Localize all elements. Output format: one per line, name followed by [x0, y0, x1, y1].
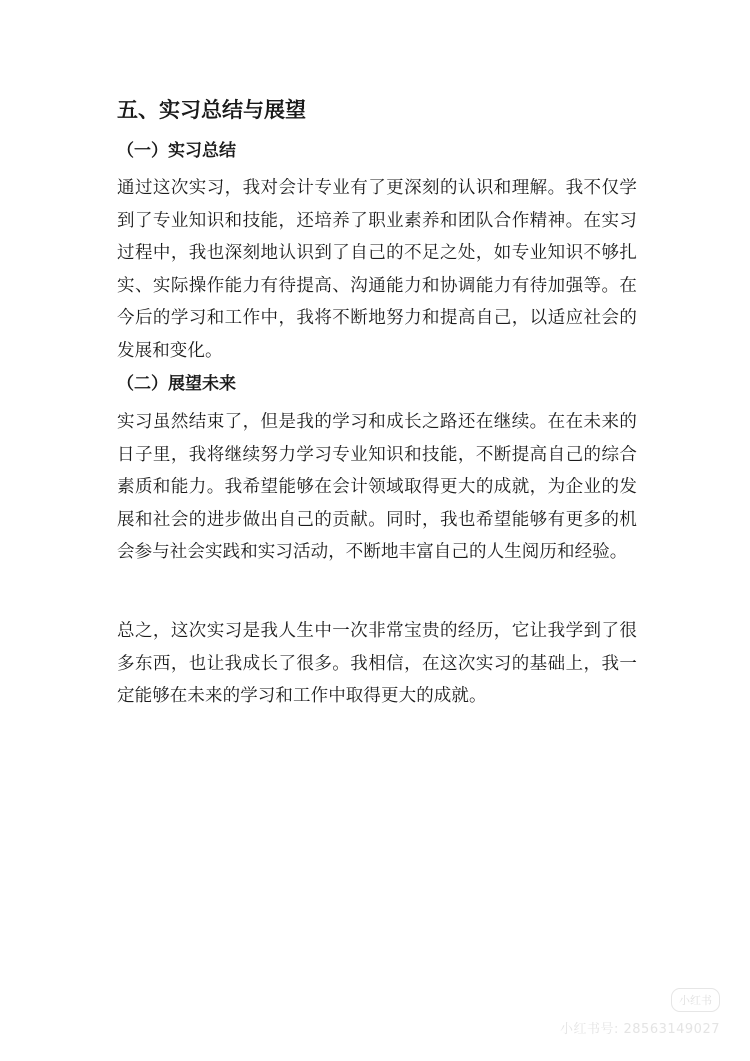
- paragraph-summary: 通过这次实习，我对会计专业有了更深刻的认识和理解。我不仅学到了专业知识和技能，还培养了职业素养和团队合作精神。在实习过程中，我也深刻地认识到了自己的不足之处，如专业知识不够扎实、实际操作能力有待提高、沟通能力和协调能力有待加强等。在今后的学习和工作中，我将不断地努力和提高自己，以适应社会的发展和变化。: [117, 178, 637, 361]
- watermark-logo: 小红书: [671, 988, 720, 1012]
- section-title: 五、实习总结与展望: [117, 97, 306, 122]
- watermark: [560, 988, 720, 1037]
- paragraph-conclusion: 总之，这次实习是我人生中一次非常宝贵的经历，它让我学到了很多东西，也让我成长了很多。我相信，在这次实习的基础上，我一定能够在未来的学习和工作中取得更大的成就。: [117, 621, 637, 706]
- subsection-title-summary: （一）实习总结: [117, 141, 236, 161]
- subsection-title-outlook: （二）展望未来: [117, 374, 236, 394]
- watermark-id: 小红书号: 28563149027: [560, 1022, 720, 1037]
- paragraph-outlook: 实习虽然结束了，但是我的学习和成长之路还在继续。在在未来的日子里，我将继续努力学习专业知识和技能，不断提高自己的综合素质和能力。我希望能够在会计领域取得更大的成就，为企业的发展和社会的进步做出自己的贡献。同时，我也希望能够有更多的机会参与社会实践和实习活动，不断地丰富自己的人生阅历和经验。: [117, 412, 637, 562]
